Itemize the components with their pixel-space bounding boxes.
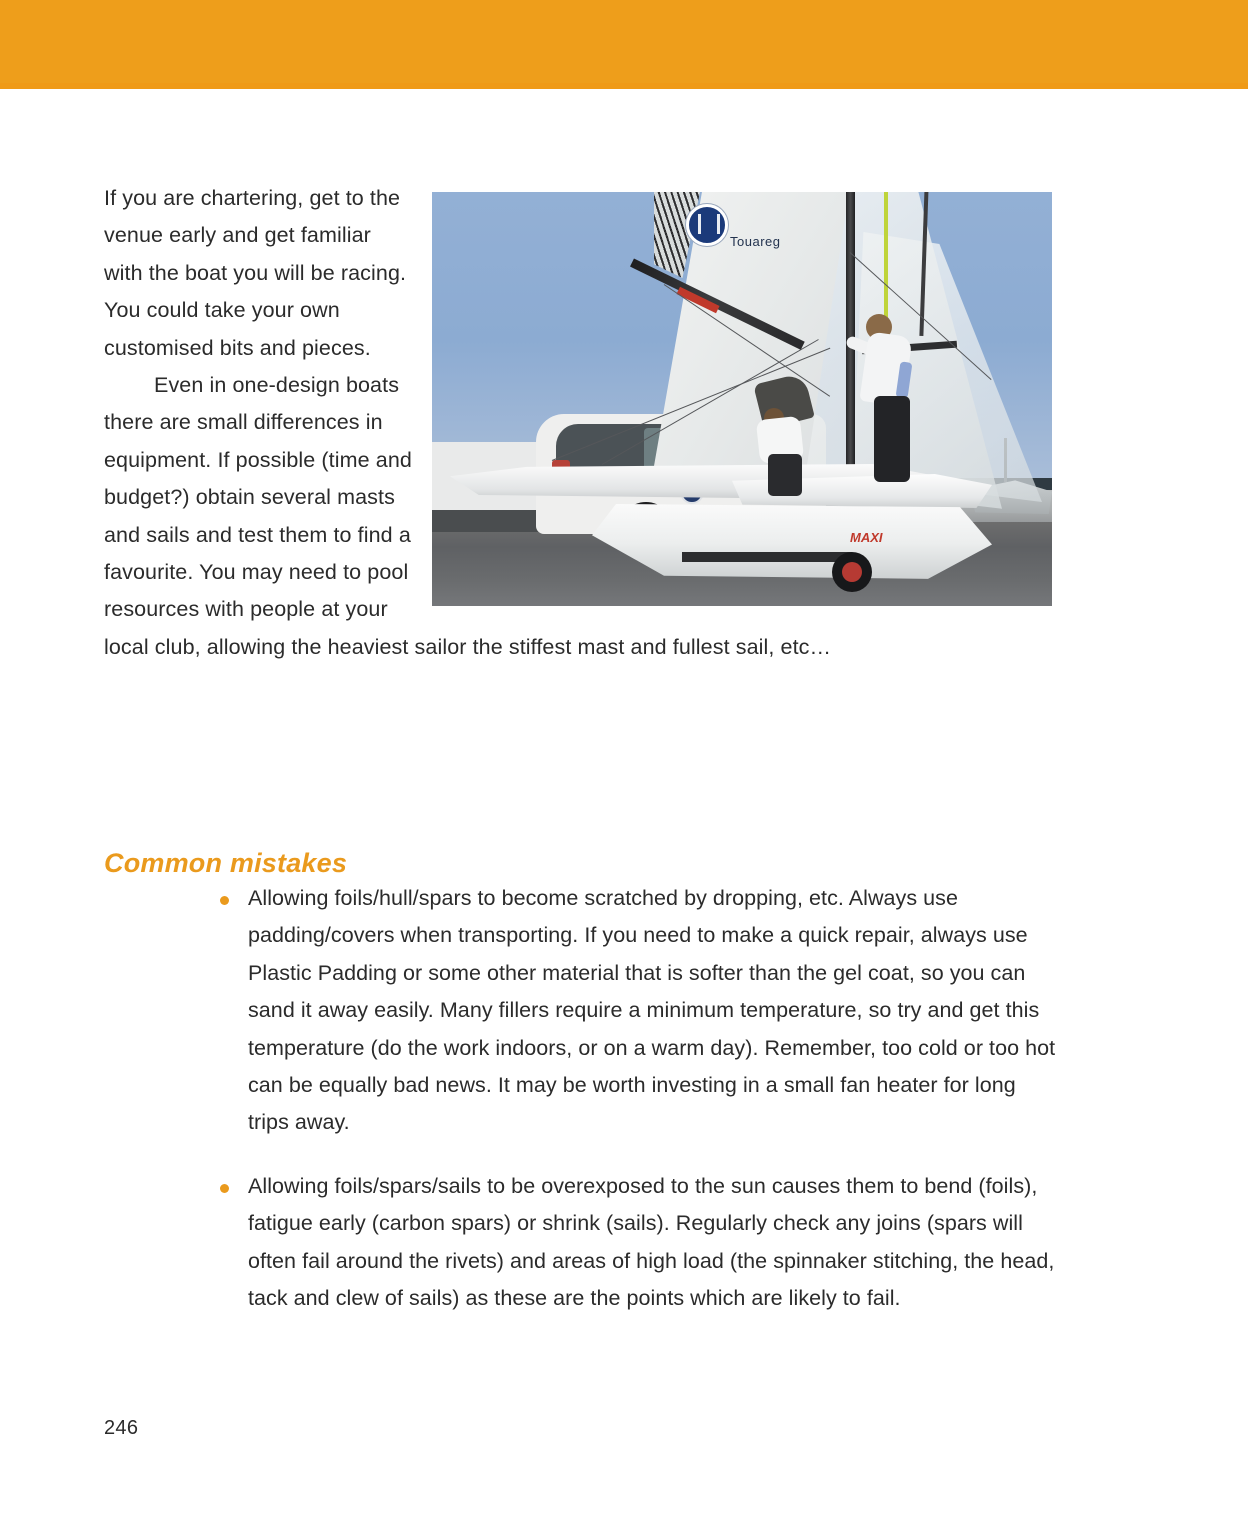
top-orange-band [0, 0, 1248, 89]
sailboat-photo [432, 192, 1052, 606]
photo-sailor-front-legs [874, 396, 910, 482]
page-content [0, 89, 1248, 1530]
photo-trailer-frame [682, 552, 852, 562]
photo-hull-brand-text: MAXI [850, 530, 883, 545]
intro-paragraph-2: Even in one-design boats there are small differences in equipment. If possible (time and budget?) obtain several masts and sails and test them to find a favourite. You may need to pool resources with people at your local club, allowing the heaviest sailor the stiffest mast and fullest sail, etc… [104, 373, 832, 659]
list-item [214, 880, 1059, 1142]
list-item [214, 1168, 1059, 1318]
section-heading: Common mistakes [104, 848, 348, 879]
photo-sailor-rear-legs [768, 454, 802, 496]
bullet-dot-icon [220, 1184, 229, 1193]
common-mistakes-list [214, 880, 1059, 1343]
list-item-text: Allowing foils/spars/sails to be overexposed to the sun causes them to bend (foils), fatigue early (carbon spars) or shrink (sails). Regularly check any joins (spars will often fail around the rivets) and areas of high load (the spinnaker stitching, the head, tack and clew of sails) as these are the points which are likely to fail. [248, 1173, 1055, 1311]
page-number: 246 [104, 1417, 139, 1439]
vw-logo-icon [686, 204, 728, 246]
intro-block [104, 180, 1052, 666]
photo-sail-sponsor-text: Touareg [730, 234, 781, 249]
photo-trailer-rim [842, 562, 862, 582]
list-item-text: Allowing foils/hull/spars to become scratched by dropping, etc. Always use padding/covers when transporting. If you need to make a quick repair, always use Plastic Padding or some other material that is softer than the gel coat, so you can sand it away easily. Many fillers require a minimum temperature, so try and get this temperature (do the work indoors, or on a warm day). Remember, too cold or too hot can be equally bad news. It may be worth investing in a small fan heater for long trips away. [248, 886, 1056, 1135]
bullet-dot-icon [220, 896, 229, 905]
intro-paragraph-1: If you are chartering, get to the venue early and get familiar with the boat you will be racing. You could take your own customised bits and pieces. [104, 186, 407, 360]
photo-truck-base [432, 510, 552, 532]
